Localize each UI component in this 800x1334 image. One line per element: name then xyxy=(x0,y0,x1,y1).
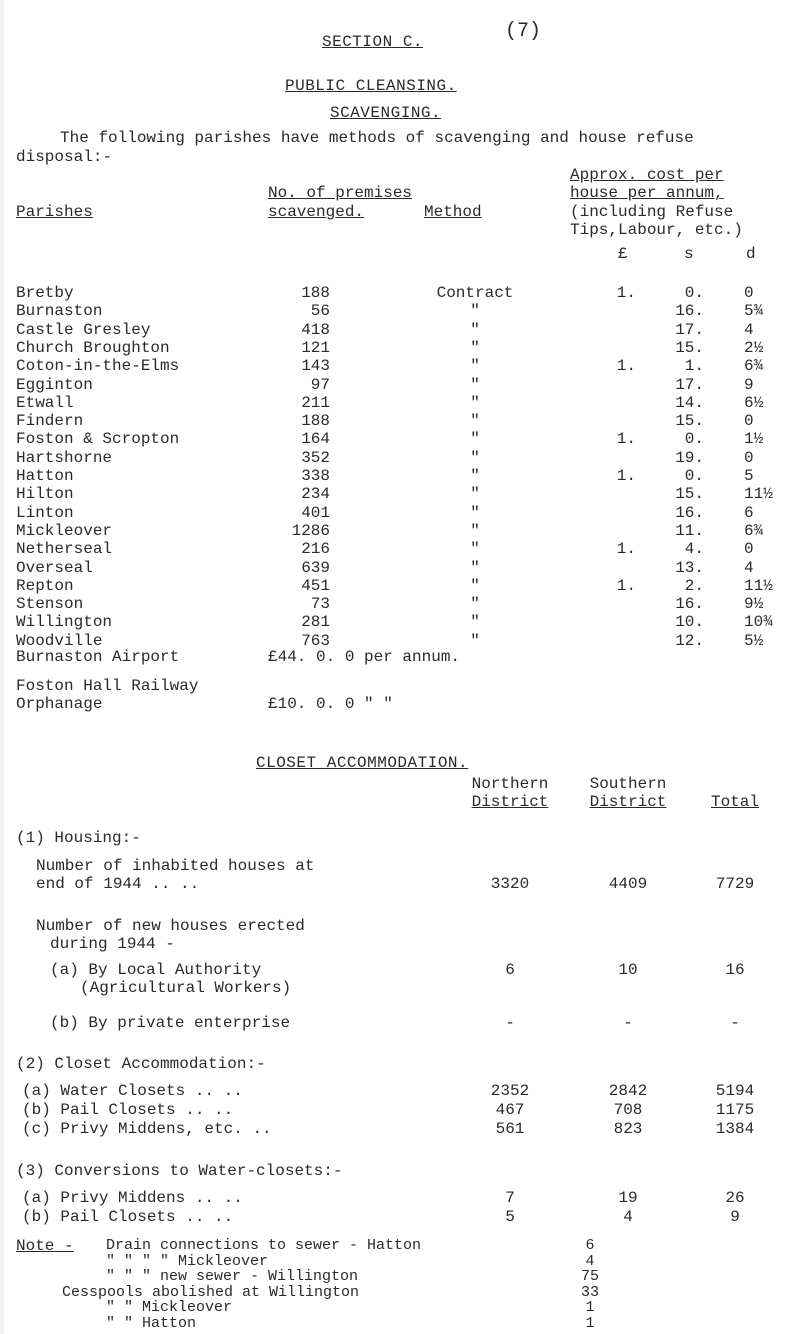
parish-name: Hilton xyxy=(16,485,74,504)
cost-pounds: 1. xyxy=(616,467,636,485)
cost-pence: 6½ xyxy=(744,393,764,412)
premises-count: 73 xyxy=(310,595,330,614)
private-south: - xyxy=(623,1014,633,1032)
note-line-value: 1 xyxy=(585,1299,595,1317)
method: " xyxy=(470,430,480,449)
cost-pence: 10¾ xyxy=(744,613,773,632)
conversion-north: 7 xyxy=(505,1189,515,1207)
closet-total: 5194 xyxy=(715,1082,755,1100)
premises-count: 234 xyxy=(301,485,330,504)
col-pound: £ xyxy=(618,245,628,263)
cost-shillings: 1. xyxy=(684,357,704,376)
cost-pence: 5½ xyxy=(744,631,764,650)
method: " xyxy=(470,448,480,467)
parish-name: Coton-in-the-Elms xyxy=(16,357,180,376)
premises-count: 216 xyxy=(301,540,330,559)
local-authority-label-1: (a) By Local Authority xyxy=(50,961,262,979)
col-pence: d xyxy=(746,245,756,263)
method: " xyxy=(470,521,480,540)
cost-shillings: 12. xyxy=(675,631,704,650)
method: " xyxy=(470,485,480,504)
note-line-text: " " Mickleover xyxy=(106,1299,233,1317)
intro-line-2: disposal:- xyxy=(16,148,113,166)
orphanage-label-2: Orphanage xyxy=(16,695,103,713)
note-line-text: Drain connections to sewer - Hatton xyxy=(106,1237,422,1254)
closet-south: 2842 xyxy=(608,1082,648,1100)
conversion-north: 5 xyxy=(505,1208,515,1226)
premises-count: 338 xyxy=(301,467,330,485)
cost-pounds: 1. xyxy=(616,284,636,302)
col-cost-2: house per annum, xyxy=(570,184,724,202)
col-shilling: s xyxy=(684,245,694,263)
local-authority-label-2: (Agricultural Workers) xyxy=(80,979,292,997)
closet-total: 1384 xyxy=(715,1120,755,1138)
parish-name: Egginton xyxy=(16,375,93,394)
note-line-value: 4 xyxy=(585,1252,595,1270)
closet-north: 467 xyxy=(495,1101,525,1119)
col-method: Method xyxy=(424,203,482,221)
premises-count: 1286 xyxy=(291,521,330,540)
closet-type-label: (c) Privy Middens, etc. .. xyxy=(22,1120,272,1138)
premises-count: 763 xyxy=(301,631,330,650)
conversion-type-label: (a) Privy Middens .. .. xyxy=(22,1189,243,1207)
cost-pence: 6¾ xyxy=(744,521,764,540)
cost-pounds: 1. xyxy=(616,576,636,595)
method: " xyxy=(470,357,480,376)
inhabited-label-1: Number of inhabited houses at xyxy=(36,857,315,875)
cost-shillings: 15. xyxy=(675,338,704,357)
cost-shillings: 11. xyxy=(675,521,704,540)
cost-pence: 5 xyxy=(744,467,754,485)
col-total: Total xyxy=(710,793,759,811)
cost-shillings: 15. xyxy=(675,412,704,431)
conversion-south: 4 xyxy=(623,1208,633,1226)
intro-line-1: The following parishes have methods of scavenging and house refuse xyxy=(60,129,694,147)
method: " xyxy=(470,467,480,485)
closet-south: 708 xyxy=(613,1101,643,1119)
heading-public-cleansing: PUBLIC CLEANSING. xyxy=(285,77,457,95)
note-line-value: 1 xyxy=(585,1315,595,1332)
cost-pounds: 1. xyxy=(616,540,636,559)
heading-scavenging: SCAVENGING. xyxy=(330,104,442,122)
orphanage-label-1: Foston Hall Railway xyxy=(16,677,199,695)
closet-heading: CLOSET ACCOMMODATION. xyxy=(256,754,469,772)
parish-name: Linton xyxy=(16,503,74,522)
closet-type-label: (a) Water Closets .. .. xyxy=(22,1082,243,1100)
cost-pence: 0 xyxy=(744,540,754,559)
parish-name: Woodville xyxy=(16,631,103,650)
note-line-value: 33 xyxy=(580,1283,599,1301)
method: " xyxy=(470,302,480,321)
page-edge xyxy=(0,0,4,1334)
parish-name: Foston & Scropton xyxy=(16,430,180,449)
parish-name: Mickleover xyxy=(16,521,113,540)
col-cost-3: (including Refuse xyxy=(570,203,734,221)
premises-count: 401 xyxy=(301,503,330,522)
method: " xyxy=(470,558,480,577)
premises-count: 188 xyxy=(301,284,330,302)
cost-shillings: 16. xyxy=(675,302,704,321)
premises-count: 97 xyxy=(310,375,330,394)
premises-count: 188 xyxy=(301,412,330,431)
cost-shillings: 15. xyxy=(675,485,704,504)
col-premises-1: No. of premises xyxy=(268,184,413,202)
cost-shillings: 16. xyxy=(675,503,704,522)
parish-name: Hatton xyxy=(16,467,74,485)
premises-count: 164 xyxy=(301,430,330,449)
note-line-text: Cesspools abolished at Willington xyxy=(62,1283,360,1301)
method: " xyxy=(470,375,480,394)
method: " xyxy=(470,338,480,357)
airport-label: Burnaston Airport xyxy=(16,648,180,666)
parish-name: Willington xyxy=(16,613,113,632)
method: " xyxy=(470,631,480,650)
cost-pence: 11½ xyxy=(744,576,773,595)
cost-shillings: 13. xyxy=(675,558,704,577)
cost-shillings: 10. xyxy=(675,613,704,632)
cost-pence: 2½ xyxy=(744,338,764,357)
premises-count: 56 xyxy=(310,302,330,321)
new-houses-label-2: during 1944 - xyxy=(50,935,175,953)
parish-name: Bretby xyxy=(16,284,74,302)
conversion-total: 9 xyxy=(730,1208,740,1226)
parish-name: Hartshorne xyxy=(16,448,113,467)
cost-pence: 4 xyxy=(744,320,754,339)
col-south-2: District xyxy=(589,793,667,811)
parish-name: Netherseal xyxy=(16,540,113,559)
housing-heading: (1) Housing:- xyxy=(16,829,141,847)
premises-count: 281 xyxy=(301,613,330,632)
conversion-total: 26 xyxy=(725,1189,745,1207)
cost-pence: 6 xyxy=(744,503,754,522)
col-south-1: Southern xyxy=(589,775,667,793)
cost-shillings: 0. xyxy=(684,284,704,302)
private-total: - xyxy=(730,1014,740,1032)
inhabited-north: 3320 xyxy=(490,875,530,893)
conversion-south: 19 xyxy=(618,1189,638,1207)
cost-pence: 9½ xyxy=(744,595,764,614)
note-line-text: " " Hatton xyxy=(106,1315,197,1332)
col-parishes: Parishes xyxy=(16,203,93,221)
cost-pence: 6¾ xyxy=(744,357,764,376)
note-label: Note - xyxy=(16,1237,74,1255)
parish-name: Church Broughton xyxy=(16,338,170,357)
cost-pounds: 1. xyxy=(616,430,636,449)
la-north: 6 xyxy=(505,961,515,979)
note-line-value: 6 xyxy=(585,1237,595,1254)
closet-south: 823 xyxy=(613,1120,643,1138)
method: " xyxy=(470,320,480,339)
premises-count: 121 xyxy=(301,338,330,357)
orphanage-cost: £10. 0. 0 " " xyxy=(268,695,393,713)
col-premises-2: scavenged. xyxy=(268,203,365,221)
col-north-1: Northern xyxy=(471,775,549,793)
note-line-text: " " " new sewer - Willington xyxy=(106,1268,359,1286)
cost-shillings: 16. xyxy=(675,595,704,614)
cost-shillings: 2. xyxy=(684,576,704,595)
method: " xyxy=(470,412,480,431)
parish-name: Castle Gresley xyxy=(16,320,151,339)
parish-name: Stenson xyxy=(16,595,84,614)
closet-north: 561 xyxy=(495,1120,525,1138)
cost-shillings: 0. xyxy=(684,430,704,449)
inhabited-south: 4409 xyxy=(608,875,648,893)
page-number: (7) xyxy=(505,20,542,43)
closet-accommodation-heading: (2) Closet Accommodation:- xyxy=(16,1055,266,1073)
col-cost-4: Tips,Labour, etc.) xyxy=(570,221,743,239)
premises-count: 418 xyxy=(301,320,330,339)
cost-shillings: 4. xyxy=(684,540,704,559)
method: " xyxy=(470,613,480,632)
private-north: - xyxy=(505,1014,515,1032)
method: " xyxy=(470,393,480,412)
cost-pence: 0 xyxy=(744,448,754,467)
note-line-value: 75 xyxy=(580,1268,599,1286)
parish-name: Findern xyxy=(16,412,84,431)
premises-count: 451 xyxy=(301,576,330,595)
cost-pence: 4 xyxy=(744,558,754,577)
method: " xyxy=(470,595,480,614)
inhabited-total: 7729 xyxy=(715,875,755,893)
method: " xyxy=(470,576,480,595)
col-north-2: District xyxy=(471,793,549,811)
cost-pence: 0 xyxy=(744,284,754,302)
cost-shillings: 17. xyxy=(675,375,704,394)
cost-pence: 9 xyxy=(744,375,754,394)
cost-pence: 1½ xyxy=(744,430,764,449)
airport-cost: £44. 0. 0 per annum. xyxy=(268,648,461,666)
cost-shillings: 0. xyxy=(684,467,704,485)
la-total: 16 xyxy=(725,961,745,979)
closet-type-label: (b) Pail Closets .. .. xyxy=(22,1101,234,1119)
conversion-type-label: (b) Pail Closets .. .. xyxy=(22,1208,234,1226)
cost-shillings: 17. xyxy=(675,320,704,339)
new-houses-label-1: Number of new houses erected xyxy=(36,917,305,935)
premises-count: 143 xyxy=(301,357,330,376)
method: " xyxy=(470,540,480,559)
parish-name: Burnaston xyxy=(16,302,103,321)
note-line-text: " " " " Mickleover xyxy=(106,1252,269,1270)
cost-pence: 11½ xyxy=(744,485,773,504)
conversions-heading: (3) Conversions to Water-closets:- xyxy=(16,1162,343,1180)
method: Contract xyxy=(436,284,514,302)
private-enterprise-label: (b) By private enterprise xyxy=(50,1014,291,1032)
parish-name: Etwall xyxy=(16,393,74,412)
la-south: 10 xyxy=(618,961,638,979)
cost-shillings: 14. xyxy=(675,393,704,412)
cost-pounds: 1. xyxy=(616,357,636,376)
closet-total: 1175 xyxy=(715,1101,755,1119)
parish-name: Repton xyxy=(16,576,74,595)
section-title: SECTION C. xyxy=(322,33,424,51)
col-cost-1: Approx. cost per xyxy=(570,166,724,184)
method: " xyxy=(470,503,480,522)
cost-pence: 5¾ xyxy=(744,302,764,321)
premises-count: 352 xyxy=(301,448,330,467)
parish-name: Overseal xyxy=(16,558,93,577)
premises-count: 211 xyxy=(301,393,330,412)
cost-pence: 0 xyxy=(744,412,754,431)
closet-north: 2352 xyxy=(490,1082,530,1100)
premises-count: 639 xyxy=(301,558,330,577)
inhabited-label-2: end of 1944 .. .. xyxy=(36,875,200,893)
cost-shillings: 19. xyxy=(675,448,704,467)
